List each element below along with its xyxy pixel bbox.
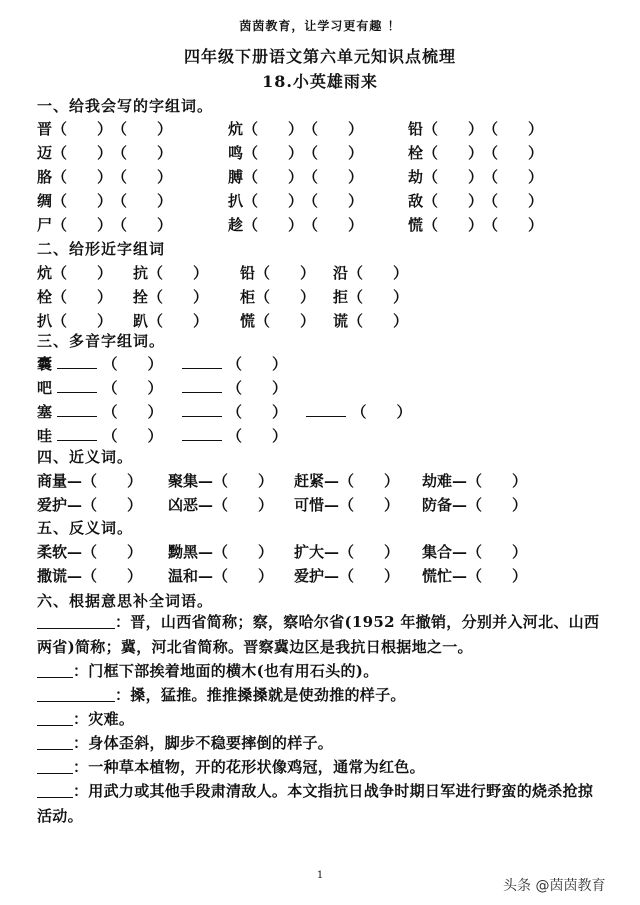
answer-blank bbox=[37, 687, 115, 702]
answer-blank bbox=[57, 354, 97, 369]
page-number: 1 bbox=[316, 870, 324, 881]
word-cell: 扩大—（ ） bbox=[294, 543, 400, 561]
answer-blank bbox=[37, 614, 115, 629]
word-cell: 铅（ ） （ ） bbox=[408, 120, 544, 138]
word-cell: 劫（ ） （ ） bbox=[408, 168, 544, 186]
definition-text: ：灾难。 bbox=[73, 710, 135, 728]
answer-blank bbox=[37, 735, 73, 750]
page-header: 茵茵教育，让学习更有趣 ！ bbox=[239, 19, 401, 33]
definition-item bbox=[37, 707, 603, 732]
definition-item bbox=[37, 755, 603, 780]
answer-blank bbox=[182, 426, 222, 441]
answer-blank bbox=[57, 402, 97, 417]
word-cell: 爱护—（ ） bbox=[37, 496, 143, 514]
word-cell: 商量—（ ） bbox=[37, 472, 143, 490]
definition-text: ：搡，猛推。推推搡搡就是使劲推的样子。 bbox=[115, 686, 406, 704]
watermark: 头条 @茵茵教育 bbox=[503, 878, 606, 894]
answer-blank bbox=[37, 663, 73, 678]
answer-blank bbox=[182, 378, 222, 393]
word-cell: 慌（ ） bbox=[240, 312, 316, 330]
polyphone-paren: （ ） bbox=[226, 379, 287, 397]
section-2-heading: 二、给形近字组词 bbox=[37, 240, 166, 258]
word-cell: 黝黑—（ ） bbox=[168, 543, 274, 561]
polyphone-row bbox=[37, 401, 411, 422]
word-cell: 集合—（ ） bbox=[422, 543, 528, 561]
word-cell: 抗（ ） bbox=[133, 264, 209, 282]
word-cell: 劫难—（ ） bbox=[422, 472, 528, 490]
polyphone-char: 囊 bbox=[37, 355, 53, 373]
word-cell: 聚集—（ ） bbox=[168, 472, 274, 490]
polyphone-char: 吧 bbox=[37, 379, 53, 397]
word-cell: 谎（ ） bbox=[333, 312, 409, 330]
word-cell: 拴（ ） bbox=[133, 288, 209, 306]
polyphone-row bbox=[37, 377, 287, 398]
word-cell: 绸（ ） （ ） bbox=[37, 192, 173, 210]
polyphone-paren: （ ） bbox=[226, 427, 287, 445]
word-cell: 胳（ ） （ ） bbox=[37, 168, 173, 186]
word-cell: 敌（ ） （ ） bbox=[408, 192, 544, 210]
polyphone-row bbox=[37, 353, 287, 374]
word-cell: 铅（ ） bbox=[240, 264, 316, 282]
definition-text: ：门框下部挨着地面的横木(也有用石头的)。 bbox=[73, 662, 379, 680]
word-cell: 慌忙—（ ） bbox=[422, 567, 528, 585]
word-cell: 扒（ ） bbox=[37, 312, 113, 330]
definition-text: ：用武力或其他手段肃清敌人。本文指抗日战争时期日军进行野蛮的烧杀抢掠活动。 bbox=[37, 782, 594, 825]
word-cell: 爱护—（ ） bbox=[294, 567, 400, 585]
lesson-title: 18.小英雄雨来 bbox=[262, 72, 378, 91]
polyphone-paren: （ ） bbox=[102, 355, 163, 373]
word-cell: 鸣（ ） （ ） bbox=[228, 144, 364, 162]
word-cell: 栓（ ） （ ） bbox=[408, 144, 544, 162]
word-cell: 沿（ ） bbox=[333, 264, 409, 282]
polyphone-char: 塞 bbox=[37, 403, 53, 421]
section-6-heading: 六、根据意思补全词语。 bbox=[37, 592, 214, 610]
answer-blank bbox=[182, 354, 222, 369]
definition-item bbox=[37, 731, 603, 756]
polyphone-paren: （ ） bbox=[226, 403, 287, 421]
section-5-heading: 五、反义词。 bbox=[37, 519, 134, 537]
section-3-heading: 三、多音字组词。 bbox=[37, 332, 166, 350]
word-cell: 赶紧—（ ） bbox=[294, 472, 400, 490]
definition-item bbox=[37, 610, 603, 659]
answer-blank bbox=[37, 711, 73, 726]
word-cell: 栓（ ） bbox=[37, 288, 113, 306]
word-cell: 趁（ ） （ ） bbox=[228, 216, 364, 234]
section-1-heading: 一、给我会写的字组词。 bbox=[37, 97, 214, 115]
definition-text: ：晋，山西省简称；察，察哈尔省(1952 年撤销，分别并入河北、山西两省)简称；冀，河北省简称。晋察冀边区是我抗日根据地之一。 bbox=[37, 613, 600, 656]
polyphone-paren: （ ） bbox=[102, 403, 163, 421]
word-cell: 撒谎—（ ） bbox=[37, 567, 143, 585]
word-cell: 扒（ ） （ ） bbox=[228, 192, 364, 210]
word-cell: 柜（ ） bbox=[240, 288, 316, 306]
polyphone-paren: （ ） bbox=[351, 403, 412, 421]
answer-blank bbox=[57, 378, 97, 393]
word-cell: 温和—（ ） bbox=[168, 567, 274, 585]
answer-blank bbox=[182, 402, 222, 417]
polyphone-paren: （ ） bbox=[102, 427, 163, 445]
answer-blank bbox=[37, 783, 73, 798]
word-cell: 可惜—（ ） bbox=[294, 496, 400, 514]
word-cell: 迈（ ） （ ） bbox=[37, 144, 173, 162]
definition-text: ：身体歪斜，脚步不稳要摔倒的样子。 bbox=[73, 734, 334, 752]
word-cell: 凶恶—（ ） bbox=[168, 496, 274, 514]
word-cell: 炕（ ） bbox=[37, 264, 113, 282]
word-cell: 拒（ ） bbox=[333, 288, 409, 306]
word-cell: 晋（ ） （ ） bbox=[37, 120, 173, 138]
word-cell: 尸（ ） （ ） bbox=[37, 216, 173, 234]
answer-blank bbox=[57, 426, 97, 441]
answer-blank bbox=[306, 402, 346, 417]
definition-item bbox=[37, 779, 603, 828]
word-cell: 慌（ ） （ ） bbox=[408, 216, 544, 234]
answer-blank bbox=[37, 759, 73, 774]
word-cell: 膊（ ） （ ） bbox=[228, 168, 364, 186]
polyphone-row bbox=[37, 425, 287, 446]
word-cell: 炕（ ） （ ） bbox=[228, 120, 364, 138]
definition-item bbox=[37, 683, 603, 708]
definition-item bbox=[37, 659, 603, 684]
polyphone-paren: （ ） bbox=[102, 379, 163, 397]
polyphone-char: 哇 bbox=[37, 427, 53, 445]
word-cell: 柔软—（ ） bbox=[37, 543, 143, 561]
polyphone-paren: （ ） bbox=[226, 355, 287, 373]
page-title: 四年级下册语文第六单元知识点梳理 bbox=[183, 47, 456, 66]
definition-text: ：一种草本植物，开的花形状像鸡冠，通常为红色。 bbox=[73, 758, 425, 776]
section-4-heading: 四、近义词。 bbox=[37, 448, 134, 466]
word-cell: 防备—（ ） bbox=[422, 496, 528, 514]
word-cell: 趴（ ） bbox=[133, 312, 209, 330]
